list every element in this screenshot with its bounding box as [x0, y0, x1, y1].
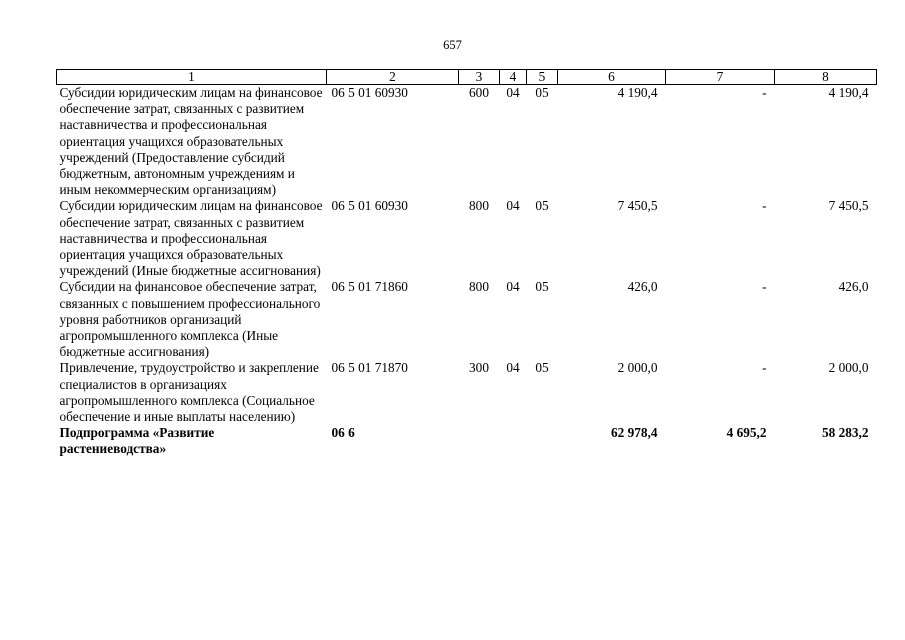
header-row: [57, 70, 877, 85]
row-subsection: 05: [535, 279, 549, 295]
row-expense-type: 800: [469, 198, 489, 214]
subprogram-subsection: [527, 425, 558, 457]
table-row: [57, 198, 877, 279]
subprogram-row: [57, 425, 877, 457]
row-regional: 4 190,4: [828, 85, 869, 100]
row-regional: 426,0: [838, 279, 869, 295]
row-expense-type: 300: [469, 360, 489, 376]
subprogram-federal: 4 695,2: [726, 425, 767, 441]
row-subsection: 05: [535, 198, 549, 214]
row-section: 04: [506, 279, 520, 295]
table-row: [57, 279, 877, 360]
header-col-2: 2: [327, 70, 459, 85]
subprogram-regional: 58 283,2: [821, 425, 869, 441]
row-subsection: 05: [535, 85, 549, 100]
header-col-7: 7: [666, 70, 775, 85]
row-subsection: 05: [535, 360, 549, 376]
row-expense-type: 600: [469, 85, 489, 100]
header-col-6: 6: [558, 70, 666, 85]
page-number: 657: [443, 38, 462, 52]
header-col-8: 8: [775, 70, 877, 85]
row-section: 04: [506, 85, 520, 100]
row-name: Субсидии юридическим лицам на финансовое обеспечение затрат, связанных с развитием наставничества и профессиональная ориентация учащихся образовательных учреждений (Иные бюджетные ассигнования): [59, 198, 323, 279]
row-total: 2 000,0: [617, 360, 658, 376]
row-federal: -: [762, 198, 767, 214]
row-target-code: 06 5 01 71870: [331, 360, 408, 376]
row-target-code: 06 5 01 60930: [331, 198, 408, 214]
row-target-code: 06 5 01 60930: [331, 85, 408, 100]
budget-table: [56, 69, 877, 458]
row-federal: -: [762, 279, 767, 295]
header-col-4: 4: [500, 70, 527, 85]
header-col-3: 3: [459, 70, 500, 85]
header-col-1: 1: [57, 70, 327, 85]
row-section: 04: [506, 198, 520, 214]
table-row: [57, 360, 877, 425]
row-name: Привлечение, трудоустройство и закрепление специалистов в организациях агропромышленного комплекса (Социальное обеспечение и иные выплаты населению): [59, 360, 319, 425]
row-name: Субсидии юридическим лицам на финансовое обеспечение затрат, связанных с развитием наставничества и профессиональная ориентация учащихся образовательных учреждений (Предоставление субсидий бюджетным, автономным учреждениям и иным некоммерческим организациям): [59, 85, 323, 198]
subprogram-expense-type: [459, 425, 500, 457]
row-regional: 7 450,5: [828, 198, 869, 214]
row-federal: -: [762, 360, 767, 376]
header-col-5: 5: [527, 70, 558, 85]
row-total: 7 450,5: [617, 198, 658, 214]
table-body: [57, 85, 877, 458]
subprogram-code: 06 6: [331, 425, 355, 441]
subprogram-section: [500, 425, 527, 457]
row-total: 4 190,4: [617, 85, 658, 100]
row-expense-type: 800: [469, 279, 489, 295]
subprogram-total: 62 978,4: [610, 425, 658, 441]
table-header: [57, 70, 877, 85]
row-target-code: 06 5 01 71860: [331, 279, 408, 295]
row-regional: 2 000,0: [828, 360, 869, 376]
table-row: [57, 85, 877, 199]
row-section: 04: [506, 360, 520, 376]
row-total: 426,0: [627, 279, 658, 295]
row-name: Субсидии на финансовое обеспечение затрат, связанных с повышением профессионального уровня работников организаций агропромышленного комплекса (Иные бюджетные ассигнования): [59, 279, 321, 360]
subprogram-name: Подпрограмма «Развитие растениеводства»: [59, 425, 215, 457]
row-federal: -: [762, 85, 767, 100]
